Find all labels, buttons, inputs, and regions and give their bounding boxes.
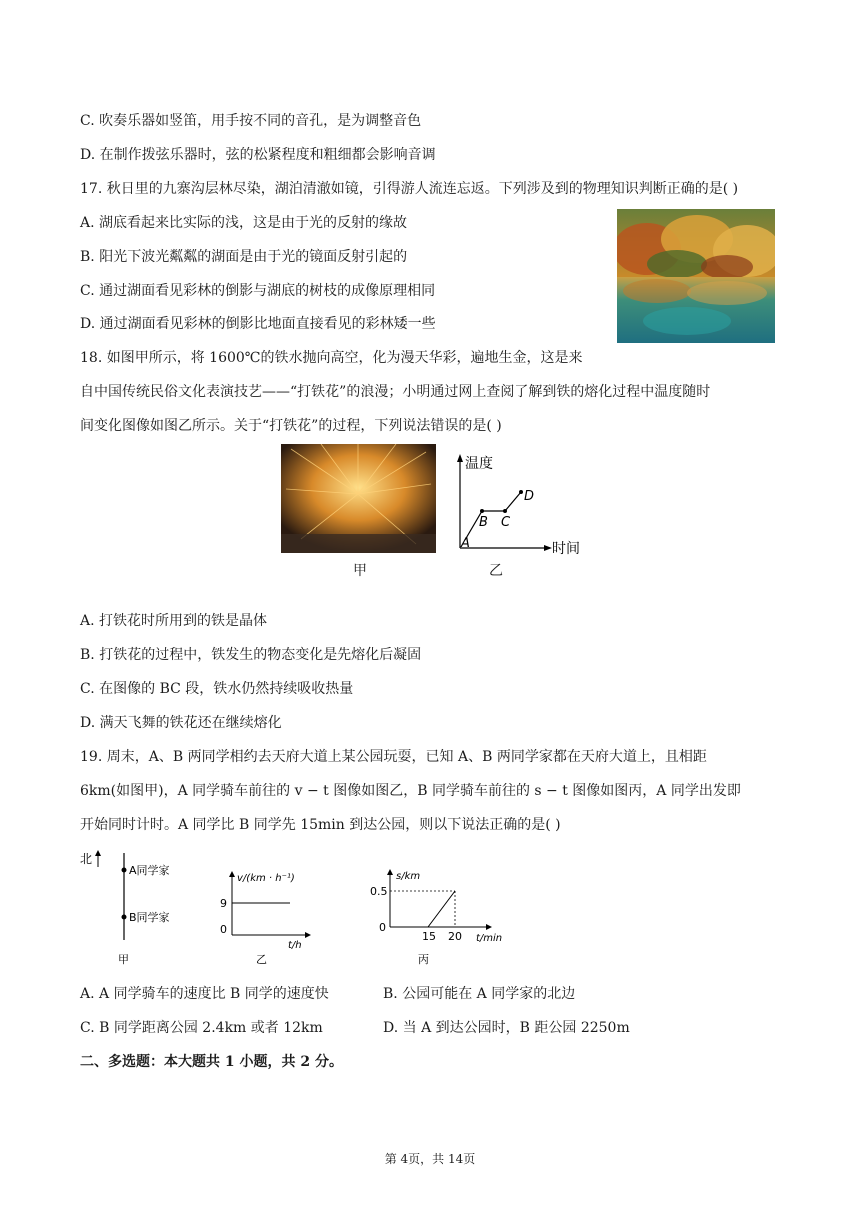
distance-line — [428, 891, 455, 927]
fig-bing-caption-19: 丙 — [418, 953, 429, 966]
fig-yi-caption-19: 乙 — [256, 953, 267, 966]
q19-stem-line2: 6km(如图甲)，A 同学骑车前往的 v − t 图像如图乙，B 同学骑车前往的 s − t 图像如图丙，A 同学出发即 — [80, 783, 741, 799]
page-footer: 第 4页，共 14页 — [384, 1152, 476, 1166]
q16-option-d: D. 在制作拨弦乐器时，弦的松紧程度和粗细都会影响音调 — [80, 147, 436, 163]
north-arrowhead — [95, 850, 101, 856]
velocity-time-graph — [212, 865, 322, 970]
q18-stem-line1: 18. 如图甲所示，将 1600℃的铁水抛向高空，化为漫天华彩，遍地生金，这是来 — [80, 350, 583, 366]
home-a-label: A同学家 — [129, 864, 170, 877]
origin-label: 0 — [379, 921, 386, 934]
origin-label: 0 — [220, 923, 227, 936]
q18-option-a: A. 打铁花时所用到的铁是晶体 — [80, 613, 268, 629]
y-axis-label: 温度 — [465, 456, 493, 472]
home-b-dot — [122, 915, 127, 920]
road-map-figure — [78, 845, 198, 970]
point-c — [503, 509, 507, 513]
q17-option-a: A. 湖底看起来比实际的浅，这是由于光的反射的缘故 — [80, 215, 408, 231]
x-axis-arrow — [544, 545, 552, 551]
y-tick-05: 0.5 — [370, 885, 388, 898]
q19-option-b: B. 公园可能在 A 同学家的北边 — [383, 986, 576, 1002]
q19-option-c: C. B 同学距离公园 2.4km 或者 12km — [80, 1020, 323, 1036]
y-axis-label: s/km — [396, 871, 421, 882]
north-label: 北 — [80, 852, 93, 866]
x-axis-label: 时间 — [552, 541, 580, 557]
q17-option-c: C. 通过湖面看见彩林的倒影与湖底的树枝的成像原理相同 — [80, 283, 436, 299]
point-b — [480, 509, 484, 513]
fig-jia-caption-19: 甲 — [118, 953, 129, 966]
section-2-heading: 二、多选题：本大题共 1 小题，共 2 分。 — [80, 1054, 343, 1070]
home-a-dot — [122, 868, 127, 873]
label-a: A — [461, 536, 470, 551]
q18-option-d: D. 满天飞舞的铁花还在继续熔化 — [80, 715, 282, 731]
fig-jia-caption: 甲 — [353, 563, 367, 579]
q17-option-d: D. 通过湖面看见彩林的倒影比地面直接看见的彩林矮一些 — [80, 316, 436, 332]
q16-option-c: C. 吹奏乐器如竖笛，用手按不同的音孔，是为调整音色 — [80, 113, 422, 129]
label-d: D — [524, 489, 535, 504]
q18-option-c: C. 在图像的 BC 段，铁水仍然持续吸收热量 — [80, 681, 354, 697]
y-axis-label: v/(km · h⁻¹) — [237, 873, 295, 884]
y-axis-arrow — [457, 454, 463, 462]
fig-yi-caption: 乙 — [489, 563, 503, 579]
melting-temperature-graph — [450, 448, 585, 558]
x-tick-20: 20 — [448, 930, 462, 943]
label-b: B — [479, 515, 488, 530]
melting-curve — [465, 492, 521, 540]
jiuzhaigou-lake-photo — [617, 209, 775, 343]
q19-option-a: A. A 同学骑车的速度比 B 同学的速度快 — [80, 986, 329, 1002]
q19-option-d: D. 当 A 到达公园时，B 距公园 2250m — [383, 1020, 630, 1036]
q17-stem: 17. 秋日里的九寨沟层林尽染，湖泊清澈如镜，引得游人流连忘返。下列涉及到的物理知识判断正确的是( ) — [80, 181, 739, 197]
x-axis-label: t/h — [288, 940, 302, 951]
iron-fireworks-photo — [281, 444, 436, 553]
q18-option-b: B. 打铁花的过程中，铁发生的物态变化是先熔化后凝固 — [80, 647, 422, 663]
q18-stem-line2: 自中国传统民俗文化表演技艺——“打铁花”的浪漫；小明通过网上查阅了解到铁的熔化过程中温度随时 — [80, 384, 711, 400]
x-axis-label: t/min — [476, 933, 503, 944]
x-tick-15: 15 — [422, 930, 436, 943]
point-d — [519, 490, 523, 494]
label-c: C — [501, 515, 511, 530]
distance-time-graph — [368, 865, 503, 970]
q17-option-b: B. 阳光下波光粼粼的湖面是由于光的镜面反射引起的 — [80, 249, 408, 265]
home-b-label: B同学家 — [129, 911, 170, 924]
q19-stem-line1: 19. 周末，A、B 两同学相约去天府大道上某公园玩耍，已知 A、B 两同学家都在天府大道上，且相距 — [80, 749, 707, 765]
q19-stem-line3: 开始同时计时。A 同学比 B 同学先 15min 到达公园，则以下说法正确的是( ) — [80, 817, 561, 833]
q18-stem-line3: 间变化图像如图乙所示。关于“打铁花”的过程，下列说法错误的是( ) — [80, 418, 502, 434]
y-tick-9: 9 — [220, 897, 227, 910]
